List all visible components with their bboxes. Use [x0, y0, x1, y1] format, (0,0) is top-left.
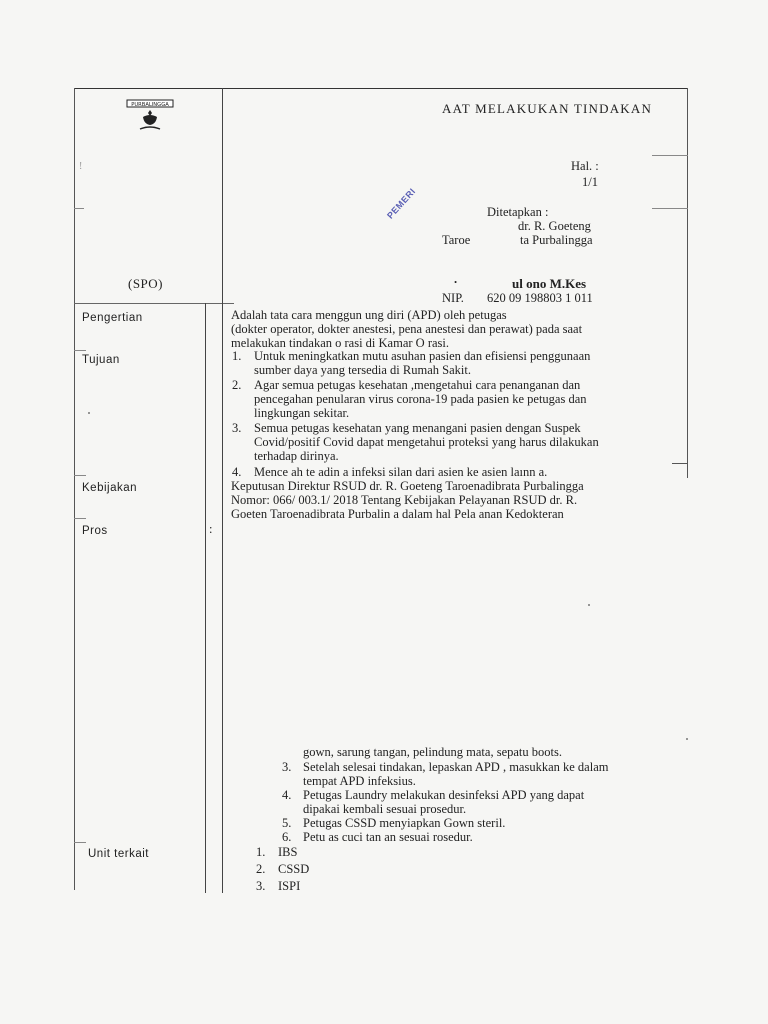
section-label-unit-terkait: Unit terkait — [88, 848, 149, 860]
unit-item-num: 3. — [256, 879, 266, 893]
ditetapkan-label: Ditetapkan : — [487, 205, 549, 219]
prosedur-item-line: Setelah selesai tindakan, lepaskan APD , masukkan ke dalam — [303, 760, 609, 774]
tujuan-item-line: Mence ah te adin a infeksi silan dari asien ke asien laınn a. — [254, 465, 548, 479]
director-name: ul ono M.Kes — [512, 276, 587, 291]
unit-item-text: ISPI — [278, 879, 301, 893]
tujuan-item-line: Untuk meningkatkan mutu asuhan pasien dan efisiensi penggunaan — [254, 349, 591, 363]
unit-item-num: 2. — [256, 862, 266, 876]
tujuan-item-line: lingkungan sekitar. — [254, 406, 350, 420]
section-label-kebijakan: Kebijakan — [82, 482, 138, 494]
prosedur-item-num: 5. — [282, 816, 292, 830]
border-right — [687, 88, 688, 478]
prosedur-item-line: Petugas Laundry melakukan desinfeksi APD yang dapat — [303, 788, 585, 802]
unit-item-text: CSSD — [278, 862, 310, 876]
prosedur-item-line: dipakai kembali sesuai prosedur. — [303, 802, 467, 816]
stamp-fragment: PEMERI — [385, 186, 418, 221]
tujuan-item-line: Agar semua petugas kesehatan ,mengetahui cara penanganan dan — [254, 378, 581, 392]
speck — [88, 412, 90, 414]
margin-mark: ! — [79, 161, 83, 172]
pengertian-line: (dokter operator, dokter anestesi, pena anestesi dan perawat) pada saat — [231, 322, 583, 336]
section-label-pengertian: Pengertian — [82, 312, 143, 324]
hospital-name-part2: ta Purbalingga — [520, 233, 593, 247]
svg-text:PURBALINGGA: PURBALINGGA — [131, 101, 169, 108]
tujuan-item-line: sumber daya yang tersedia di Rumah Sakit. — [254, 363, 471, 377]
left-tick-2 — [74, 350, 86, 351]
regency-emblem-logo — [126, 99, 174, 133]
hal-label: Hal. : — [571, 159, 599, 173]
column-divider — [205, 303, 206, 893]
spo-label: (SPO) — [128, 276, 164, 291]
prosedur-item-line: Petu as cuci tan an sesuai rosedur. — [303, 830, 473, 844]
kebijakan-line: Goeten Taroenadibrata Purbalin a dalam hal Pela anan Kedokteran — [231, 507, 564, 521]
column-divider-2 — [222, 303, 223, 893]
kebijakan-line: Nomor: 066/ 003.1/ 2018 Tentang Kebijakan Pelayanan RSUD dr. R. — [231, 493, 578, 507]
tujuan-item-line: terhadap dirinya. — [254, 449, 339, 463]
right-tick-1 — [672, 463, 687, 464]
left-tick-1 — [74, 208, 84, 209]
tujuan-item-num: 1. — [232, 349, 242, 363]
speck — [588, 604, 590, 606]
pengertian-line: melakukan tindakan o rasi di Kamar O rasi. — [231, 336, 449, 350]
document-title: AAT MELAKUKAN TINDAKAN — [442, 101, 653, 116]
prosedur-gown-line: gown, sarung tangan, pelindung mata, sepatu boots. — [303, 745, 562, 759]
left-tick-3 — [74, 475, 86, 476]
tujuan-item-line: pencegahan penularan virus corona-19 pada pasien ke petugas dan — [254, 392, 587, 406]
pengertian-line: Adalah tata cara menggun ung diri (APD) oleh petugas — [231, 308, 507, 322]
tujuan-item-num: 3. — [232, 421, 242, 435]
hal-value: 1/1 — [582, 175, 598, 189]
section-label-prosedur: Pros — [82, 525, 108, 537]
prosedur-item-line: tempat APD infeksius. — [303, 774, 416, 788]
tujuan-item-num: 4. — [232, 465, 242, 479]
unit-item-num: 1. — [256, 845, 266, 859]
tujuan-item-line: Semua petugas kesehatan yang menangani pasien dengan Suspek — [254, 421, 581, 435]
tujuan-item-line: Covid/positif Covid dapat mengetahui proteksi yang harus dilakukan — [254, 435, 599, 449]
left-tick-5 — [74, 842, 86, 843]
right-tick-2 — [652, 155, 688, 156]
tujuan-item-num: 2. — [232, 378, 242, 392]
right-tick-3 — [652, 208, 688, 209]
header-divider — [222, 88, 223, 303]
prosedur-item-line: Petugas CSSD menyiapkan Gown steril. — [303, 816, 506, 830]
prosedur-item-num: 6. — [282, 830, 292, 844]
section-divider-top — [74, 303, 234, 304]
prosedur-colon: : — [209, 522, 213, 536]
nip-value: 620 09 198803 1 011 — [487, 291, 593, 305]
hospital-name-part1: Taroe — [442, 233, 471, 247]
border-top — [74, 88, 688, 89]
unit-item-text: IBS — [278, 845, 298, 859]
kebijakan-line: Keputusan Direktur RSUD dr. R. Goeteng Taroenadibrata Purbalingga — [231, 479, 584, 493]
signature-dot: . — [454, 272, 458, 286]
section-label-tujuan: Tujuan — [82, 354, 120, 366]
prosedur-item-num: 4. — [282, 788, 292, 802]
prosedur-item-num: 3. — [282, 760, 292, 774]
director-title: dr. R. Goeteng — [518, 219, 591, 233]
speck — [686, 738, 688, 740]
nip-label: NIP. — [442, 291, 464, 305]
left-tick-4 — [74, 518, 86, 519]
